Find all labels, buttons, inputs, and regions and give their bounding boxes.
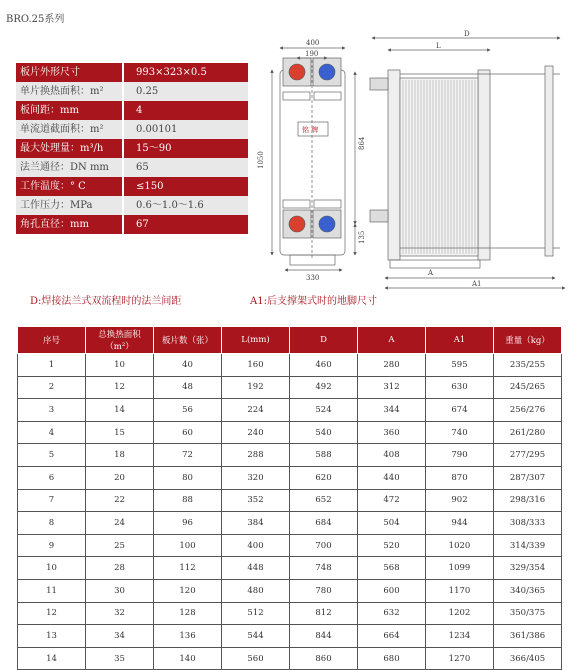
table-cell: 10 [86,354,154,377]
model-title: BRO.25系列 [6,14,65,25]
spec-label: 法兰通径：DN mm [16,158,124,177]
table-cell: 6 [18,466,86,489]
table-cell: 630 [426,376,494,399]
table-cell: 140 [154,647,222,670]
table-cell: 256/276 [494,399,562,422]
spec-value: 4 [124,101,248,120]
table-cell: 340/365 [494,579,562,602]
table-cell: 684 [290,512,358,535]
table-cell: 160 [222,354,290,377]
table-cell: 261/280 [494,421,562,444]
table-cell: 11 [18,579,86,602]
spec-label: 角孔直径：mm [16,215,124,234]
dim-330: 330 [306,274,320,282]
table-cell: 600 [358,579,426,602]
spec-row [16,139,248,158]
table-row [18,557,562,580]
spec-value: 67 [124,215,248,234]
table-cell: 308/333 [494,512,562,535]
dim-A: A [428,269,434,277]
table-cell: 34 [86,625,154,648]
table-cell: 329/354 [494,557,562,580]
spec-label: 板片外形尺寸 [16,63,124,82]
table-cell: 100 [154,534,222,557]
column-header: L(mm) [222,327,290,354]
table-row [18,647,562,670]
table-cell: 1202 [426,602,494,625]
table-cell: 620 [290,466,358,489]
spec-value: 0.6～1.0～1.6 [124,196,248,215]
spec-label: 最大处理量：m³/h [16,139,124,158]
table-cell: 245/265 [494,376,562,399]
table-cell: 60 [154,421,222,444]
spec-table [16,63,248,234]
table-cell: 72 [154,444,222,467]
column-header: 板片数（张） [154,327,222,354]
spec-value: 0.25 [124,82,248,101]
spec-value: 65 [124,158,248,177]
table-cell: 240 [222,421,290,444]
model-table [17,326,562,670]
table-cell: 595 [426,354,494,377]
table-cell: 25 [86,534,154,557]
table-cell: 30 [86,579,154,602]
column-header: A1 [426,327,494,354]
spec-value: 993×323×0.5 [124,63,248,82]
table-cell: 384 [222,512,290,535]
table-cell: 80 [154,466,222,489]
table-cell: 361/386 [494,625,562,648]
table-cell: 860 [290,647,358,670]
table-cell: 460 [290,354,358,377]
table-cell: 314/339 [494,534,562,557]
table-cell: 366/405 [494,647,562,670]
table-cell: 128 [154,602,222,625]
table-cell: 32 [86,602,154,625]
table-cell: 870 [426,466,494,489]
table-cell: 652 [290,489,358,512]
table-cell: 780 [290,579,358,602]
table-cell: 480 [222,579,290,602]
table-cell: 22 [86,489,154,512]
table-cell: 15 [86,421,154,444]
spec-row [16,158,248,177]
table-cell: 96 [154,512,222,535]
table-cell: 1099 [426,557,494,580]
table-cell: 568 [358,557,426,580]
spec-row [16,63,248,82]
spec-label: 工作温度：° C [16,177,124,196]
table-cell: 632 [358,602,426,625]
table-cell: 287/307 [494,466,562,489]
table-cell: 844 [290,625,358,648]
table-cell: 224 [222,399,290,422]
dim-D: D [464,30,470,38]
table-cell: 35 [86,647,154,670]
spec-row [16,196,248,215]
dim-864: 864 [358,136,366,150]
table-cell: 1170 [426,579,494,602]
table-cell: 88 [154,489,222,512]
table-row [18,625,562,648]
table-cell: 192 [222,376,290,399]
table-row [18,466,562,489]
table-cell: 740 [426,421,494,444]
table-cell: 320 [222,466,290,489]
table-row [18,376,562,399]
table-cell: 1234 [426,625,494,648]
table-cell: 1 [18,354,86,377]
table-cell: 408 [358,444,426,467]
table-cell: 136 [154,625,222,648]
table-cell: 12 [18,602,86,625]
table-cell: 344 [358,399,426,422]
dim-190: 190 [305,50,319,58]
spec-row [16,215,248,234]
table-row [18,399,562,422]
dim-A1: A1 [472,280,482,288]
dim-1050: 1050 [257,151,265,169]
table-cell: 812 [290,602,358,625]
spec-label: 单片换热面积：m² [16,82,124,101]
table-cell: 9 [18,534,86,557]
table-cell: 748 [290,557,358,580]
table-cell: 520 [358,534,426,557]
table-cell: 3 [18,399,86,422]
table-cell: 4 [18,421,86,444]
column-header: A [358,327,426,354]
table-cell: 28 [86,557,154,580]
spec-label: 单流道截面积：m² [16,120,124,139]
table-row [18,444,562,467]
table-row [18,579,562,602]
table-cell: 48 [154,376,222,399]
table-cell: 790 [426,444,494,467]
column-header: 总换热面积（m²） [86,327,154,354]
table-cell: 14 [86,399,154,422]
table-cell: 352 [222,489,290,512]
spec-row [16,120,248,139]
column-header: D [290,327,358,354]
table-cell: 13 [18,625,86,648]
table-cell: 18 [86,444,154,467]
table-row [18,602,562,625]
table-cell: 312 [358,376,426,399]
table-cell: 5 [18,444,86,467]
spec-label: 工作压力：MPa [16,196,124,215]
table-cell: 40 [154,354,222,377]
table-cell: 20 [86,466,154,489]
front-foot [290,255,335,265]
table-cell: 524 [290,399,358,422]
table-cell: 588 [290,444,358,467]
table-cell: 440 [358,466,426,489]
table-row [18,512,562,535]
table-cell: 350/375 [494,602,562,625]
table-cell: 1270 [426,647,494,670]
table-cell: 944 [426,512,494,535]
table-cell: 680 [358,647,426,670]
table-cell: 8 [18,512,86,535]
table-cell: 674 [426,399,494,422]
table-cell: 277/295 [494,444,562,467]
table-cell: 2 [18,376,86,399]
table-cell: 298/316 [494,489,562,512]
table-cell: 512 [222,602,290,625]
table-cell: 360 [358,421,426,444]
spec-label: 板间距：mm [16,101,124,120]
table-cell: 10 [18,557,86,580]
table-cell: 1020 [426,534,494,557]
table-cell: 560 [222,647,290,670]
spec-row [16,101,248,120]
note-d: D:焊接法兰式双流程时的法兰间距 [30,296,182,307]
table-cell: 664 [358,625,426,648]
table-cell: 235/255 [494,354,562,377]
table-cell: 400 [222,534,290,557]
table-cell: 112 [154,557,222,580]
table-cell: 700 [290,534,358,557]
table-cell: 540 [290,421,358,444]
table-cell: 448 [222,557,290,580]
table-cell: 288 [222,444,290,467]
nameplate-label: 铭 牌 [302,126,319,134]
table-row [18,354,562,377]
table-cell: 120 [154,579,222,602]
table-row [18,534,562,557]
technical-drawing [250,30,575,290]
table-cell: 280 [358,354,426,377]
spec-value: 15～90 [124,139,248,158]
note-a1: A1:后支撑架式时的地脚尺寸 [250,296,377,307]
spec-value: ≤150 [124,177,248,196]
table-cell: 24 [86,512,154,535]
table-cell: 472 [358,489,426,512]
table-cell: 544 [222,625,290,648]
table-cell: 56 [154,399,222,422]
spec-row [16,177,248,196]
dim-135: 135 [358,230,366,244]
table-cell: 12 [86,376,154,399]
dim-400: 400 [306,39,320,47]
column-header: 重量（kg） [494,327,562,354]
table-row [18,489,562,512]
dim-L: L [436,42,441,50]
table-cell: 902 [426,489,494,512]
table-cell: 504 [358,512,426,535]
spec-value: 0.00101 [124,120,248,139]
column-header: 序号 [18,327,86,354]
spec-row [16,82,248,101]
table-cell: 7 [18,489,86,512]
table-row [18,421,562,444]
table-cell: 14 [18,647,86,670]
table-cell: 492 [290,376,358,399]
